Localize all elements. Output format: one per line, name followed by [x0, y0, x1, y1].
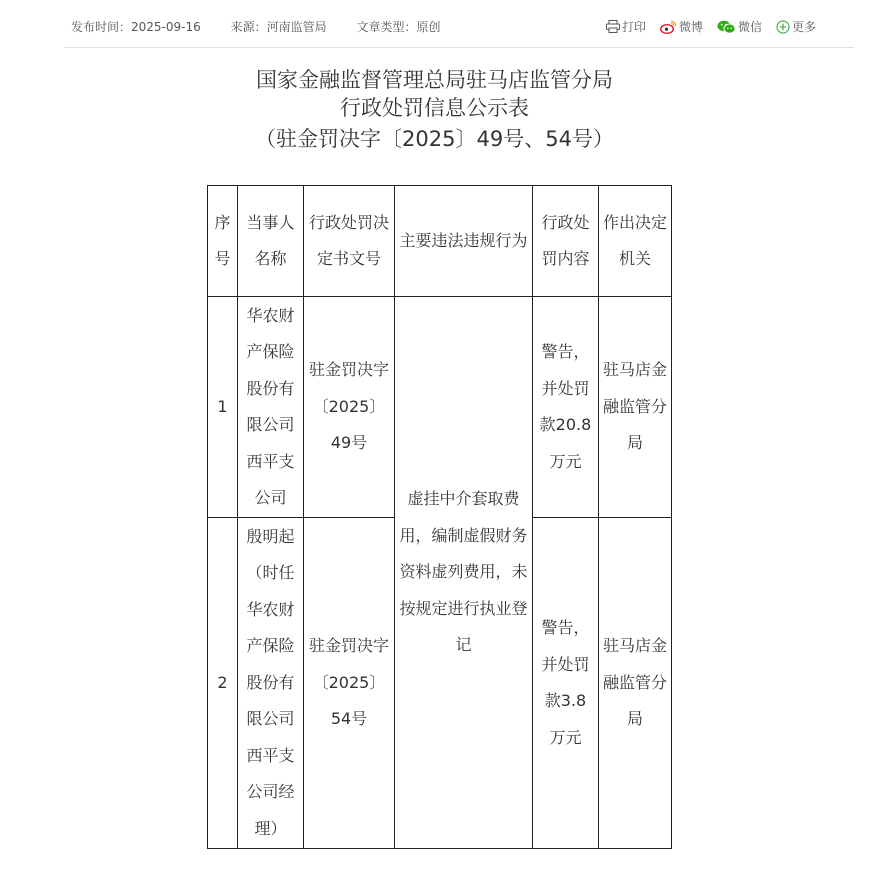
wechat-icon — [717, 20, 736, 34]
cell-penalty: 警告，并处罚款20.8万元 — [533, 297, 599, 518]
cell-authority: 驻马店金融监管分局 — [599, 297, 672, 518]
more-label: 更多 — [791, 20, 816, 34]
article-meta-info — [71, 18, 466, 35]
plus-circle-icon — [776, 20, 790, 34]
cell-violation: 虚挂中介套取费用，编制虚假财务资料虚列费用，未按规定进行执业登记 — [395, 297, 533, 849]
weibo-share-button[interactable] — [660, 18, 703, 35]
cell-party: 华农财产保险股份有限公司西平支公司 — [238, 297, 304, 518]
wechat-share-button[interactable] — [717, 18, 762, 35]
type-value: 原创 — [416, 20, 441, 34]
header-penalty: 行政处罚内容 — [533, 186, 599, 297]
article-type — [356, 20, 440, 34]
type-label: 文章类型： — [356, 20, 417, 34]
header-violation: 主要违法违规行为 — [395, 186, 533, 297]
cell-seq: 1 — [208, 297, 238, 518]
document-title — [0, 66, 869, 153]
penalty-info-table — [207, 185, 672, 849]
source-value: 河南监管局 — [266, 20, 327, 34]
more-share-button[interactable] — [776, 18, 816, 35]
title-line-decision-numbers: （驻金罚决字〔2025〕49号、54号） — [255, 127, 614, 151]
article-meta-bar — [64, 0, 854, 48]
weibo-label: 微博 — [678, 20, 703, 34]
publish-time-value: 2025-09-16 — [131, 20, 201, 34]
cell-authority: 驻马店金融监管分局 — [599, 518, 672, 849]
print-label: 打印 — [621, 20, 646, 34]
title-line-agency: 国家金融监督管理总局驻马店监管分局 — [256, 68, 613, 92]
header-party: 当事人名称 — [238, 186, 304, 297]
publish-time — [71, 20, 201, 34]
cell-seq: 2 — [208, 518, 238, 849]
publish-time-label: 发布时间： — [71, 20, 132, 34]
print-button[interactable] — [606, 18, 646, 35]
wechat-label: 微信 — [737, 20, 762, 34]
printer-icon — [606, 20, 620, 33]
article-source — [231, 20, 327, 34]
header-authority: 作出决定机关 — [599, 186, 672, 297]
title-line-form: 行政处罚信息公示表 — [340, 96, 529, 120]
share-toolbar — [592, 18, 816, 35]
cell-penalty: 警告，并处罚款3.8万元 — [533, 518, 599, 849]
cell-doc-no: 驻金罚决字〔2025〕49号 — [304, 297, 395, 518]
header-seq: 序号 — [208, 186, 238, 297]
cell-party: 殷明起（时任华农财产保险股份有限公司西平支公司经理） — [238, 518, 304, 849]
header-doc-no: 行政处罚决定书文号 — [304, 186, 395, 297]
cell-doc-no: 驻金罚决字〔2025〕54号 — [304, 518, 395, 849]
table-row — [208, 297, 672, 518]
source-label: 来源： — [230, 20, 267, 34]
weibo-icon — [660, 20, 677, 34]
table-header-row — [208, 186, 672, 297]
